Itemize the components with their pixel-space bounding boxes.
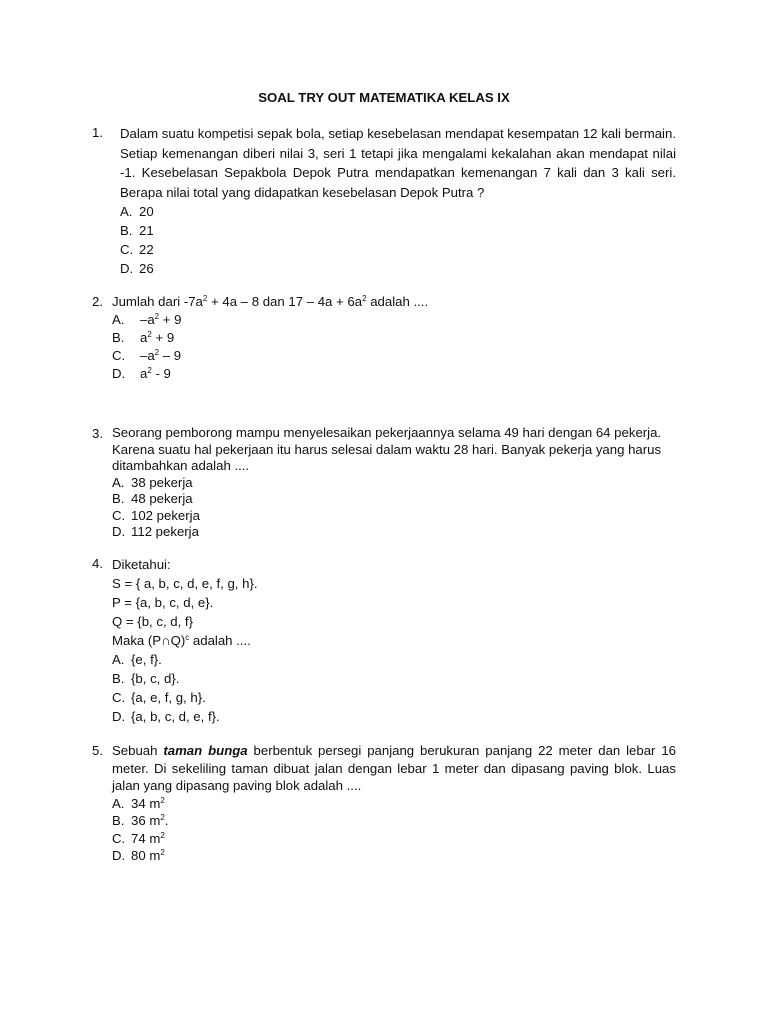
- option-b: B. 48 pekerja: [112, 491, 193, 506]
- question-text: Jumlah dari $-7a^2 + 4a - 8$ dan $17 - 4a + 6a^2$ adalah ....: [112, 294, 429, 309]
- options-list: [112, 795, 676, 865]
- options-list: [112, 311, 676, 383]
- emphasized-text: taman bunga: [163, 743, 248, 758]
- question-number: 2.: [92, 294, 103, 309]
- question-3: [92, 425, 676, 541]
- option-c: C. 74 $m^2$: [112, 830, 165, 846]
- option-a: A. 38 pekerja: [112, 474, 193, 490]
- question-ask: Maka (P∩Q)$^c$ adalah ....: [112, 633, 251, 648]
- option-c: C. 102 pekerja: [112, 507, 200, 523]
- option-d: D. 80 $m^2$: [112, 848, 165, 863]
- question-2: [92, 293, 676, 383]
- set-q: Q = {b, c, d, f}: [112, 614, 194, 629]
- option-c: C. $-a^2 - 9$: [112, 348, 182, 363]
- question-number: 5.: [92, 743, 103, 758]
- question-number: 3.: [92, 426, 103, 441]
- options-list: [112, 475, 676, 541]
- option-a: A. 34 $m^2$: [112, 795, 165, 811]
- option-d: D. $a^2 - 9$: [112, 366, 171, 381]
- option-d: D. 26: [120, 261, 154, 276]
- question-text: Seorang pemborong mampu menyelesaikan pekerjaannya selama 49 hari dengan 64 pekerja. Karena suatu hal pekerjaan itu harus selesai dalam waktu 28 hari. Banyak pekerja yang harus ditambahkan adalah ....: [112, 425, 662, 473]
- question-text: Dalam suatu kompetisi sepak bola, setiap kesebelasan mendapat kesempatan 12 kali bermain. Setiap kemenangan diberi nilai 3, seri 1 tetapi jika mengalami kekalahan akan mendapat nilai -1. Kesebelasan Sepakbola Depok Putra mendapatkan kemenangan 7 kali dan 3 kali seri. Berapa nilai total yang didapatkan kesebelasan Depok Putra ?: [120, 126, 676, 200]
- option-b: B. 21: [120, 223, 154, 238]
- option-c: C. 22: [120, 242, 154, 257]
- question-intro: Diketahui:: [112, 557, 171, 572]
- option-a: A. 20: [120, 204, 154, 219]
- option-b: B. {b, c, d}.: [112, 671, 180, 686]
- question-text: Sebuah taman bunga berbentuk persegi panjang berukuran panjang 22 meter dan lebar 16 meter. Di sekeliling taman dibuat jalan dengan lebar 1 meter dan dipasang paving blok. Luas jalan yang dipasang paving blok adalah ....: [112, 743, 676, 793]
- question-1: [92, 124, 676, 278]
- question-4: [92, 555, 676, 726]
- question-number: 1.: [92, 125, 103, 140]
- question-5: [92, 742, 676, 865]
- options-list: [112, 650, 676, 726]
- option-d: D. 112 pekerja: [112, 524, 199, 539]
- options-list: [120, 202, 676, 278]
- option-a: A. {e, f}.: [112, 652, 162, 667]
- option-b: B. $a^2 + 9$: [112, 330, 175, 345]
- question-number: 4.: [92, 556, 103, 571]
- set-p: P = {a, b, c, d, e}.: [112, 595, 214, 610]
- option-c: C. {a, e, f, g, h}.: [112, 690, 206, 705]
- option-b: B. 36 $m^2$.: [112, 813, 169, 828]
- option-d: D. {a, b, c, d, e, f}.: [112, 709, 220, 724]
- page-title: SOAL TRY OUT MATEMATIKA KELAS IX: [258, 90, 510, 105]
- option-a: A. $-a^2 + 9$: [112, 312, 182, 327]
- set-s: S = { a, b, c, d, e, f, g, h}.: [112, 576, 258, 591]
